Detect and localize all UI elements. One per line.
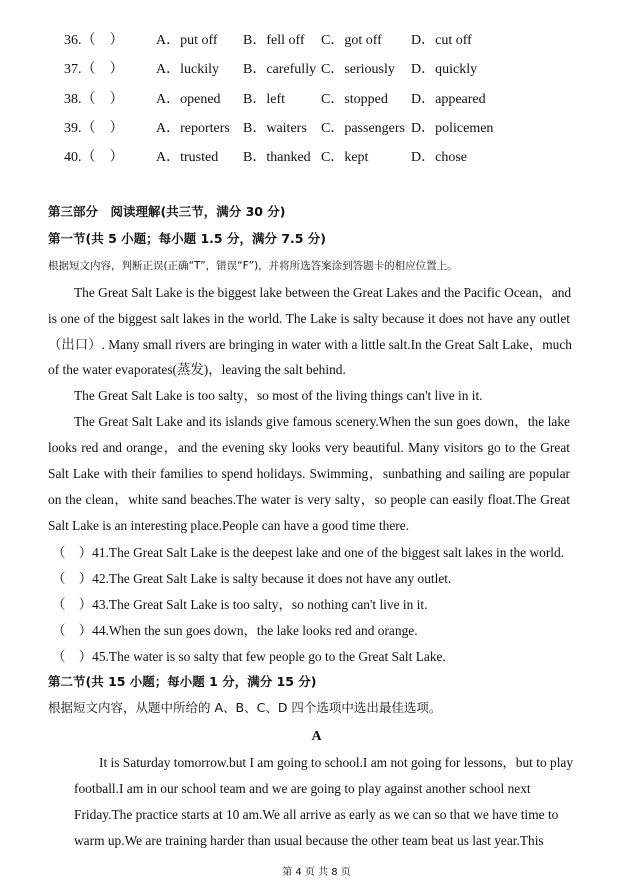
section2-title: 第二节(共 15 小题；每小题 1 分，满分 15 分) — [48, 674, 317, 689]
passage1-line: The Great Salt Lake is too salty，so most of the living things can't live in it. — [74, 388, 483, 403]
passage1-line: The Great Salt Lake is the biggest lake between the Great Lakes and the Pacific Ocean，and — [74, 285, 572, 300]
mcq-row-38 — [64, 90, 584, 110]
option-c: C．kept — [321, 150, 369, 165]
option-d: D．cut off — [411, 33, 472, 48]
option-b: B．carefully — [243, 62, 317, 77]
mcq-row-37 — [64, 60, 584, 80]
passageA-line: It is Saturday tomorrow.but I am going to school.I am not going for lessons，but to play — [99, 755, 574, 770]
section2-instructions: 根据短文内容，从题中所给的 A、B、C、D 四个选项中选出最佳选项。 — [48, 700, 442, 715]
option-c: C．seriously — [321, 62, 395, 77]
option-b: B．fell off — [243, 33, 305, 48]
option-a: A．reporters — [156, 121, 230, 136]
passage1-line: is one of the biggest salt lakes in the world. The Lake is salty because it does not have any outlet — [48, 311, 570, 326]
page-footer: 第 4 页 共 8 页 — [282, 867, 351, 878]
option-b: B．left — [243, 92, 285, 107]
section1-instructions: 根据短文内容，判断正误(正确“T”，错误“F”)，并将所选答案涂到答题卡的相应位置上。 — [48, 260, 458, 272]
tf-question-44: （ ）44.When the sun goes down，the lake looks red and orange. — [52, 623, 418, 638]
question-number: 38.（ ） — [64, 92, 124, 107]
passage1-line: Salt Lake with their families to spend holidays. Swimming，sunbathing and sailing are popular — [48, 466, 570, 481]
option-b: B．thanked — [243, 150, 311, 165]
option-a: A．trusted — [156, 150, 219, 165]
option-b: B．waiters — [243, 121, 307, 136]
option-c: C．stopped — [321, 92, 388, 107]
question-number: 40.（ ） — [64, 150, 124, 165]
option-a: A．opened — [156, 92, 221, 107]
option-d: D．policemen — [411, 121, 494, 136]
question-number: 36.（ ） — [64, 33, 124, 48]
mcq-row-39 — [64, 119, 584, 139]
tf-question-45: （ ）45.The water is so salty that few people go to the Great Salt Lake. — [52, 649, 446, 664]
option-a: A．luckily — [156, 62, 219, 77]
tf-question-43: （ ）43.The Great Salt Lake is too salty，so nothing can't live in it. — [52, 597, 428, 612]
question-number: 37.（ ） — [64, 62, 124, 77]
mcq-row-36 — [64, 31, 584, 51]
part3-title: 第三部分 阅读理解(共三节，满分 30 分) — [48, 204, 286, 219]
option-d: D．quickly — [411, 62, 478, 77]
mcq-row-40 — [64, 148, 584, 168]
passage-letter: A — [311, 729, 322, 744]
passage1-line: of the water evaporates(蒸发)，leaving the salt behind. — [48, 362, 346, 377]
passageA-line: football.I am in our school team and we are going to play against another school next — [74, 781, 531, 796]
option-d: D．appeared — [411, 92, 486, 107]
option-c: C．got off — [321, 33, 382, 48]
passage1-line: on the clean，white sand beaches.The water is very salty，so people can easily float.The Great — [48, 492, 570, 507]
option-d: D．chose — [411, 150, 467, 165]
passage1-line: （出口）. Many small rivers are bringing in water with a little salt.In the Great Salt Lake，much — [48, 337, 572, 352]
passage1-line: Salt Lake is an interesting place.People can have a good time there. — [48, 518, 410, 533]
passage1-line: The Great Salt Lake and its islands give famous scenery.When the sun goes down，the lake — [74, 414, 570, 429]
option-a: A．put off — [156, 33, 218, 48]
tf-question-41: （ ）41.The Great Salt Lake is the deepest lake and one of the biggest salt lakes in the world. — [52, 545, 565, 560]
question-number: 39.（ ） — [64, 121, 124, 136]
tf-question-42: （ ）42.The Great Salt Lake is salty because it does not have any outlet. — [52, 571, 452, 586]
section1-title: 第一节(共 5 小题；每小题 1.5 分，满分 7.5 分) — [48, 231, 327, 246]
option-c: C．passengers — [321, 121, 405, 136]
passageA-line: Friday.The practice starts at 10 am.We all arrive as early as we can so that we have time to — [74, 807, 559, 822]
passageA-line: warm up.We are training harder than usual because the other team beat us last year.This — [74, 833, 544, 848]
passage1-line: looks red and orange，and the evening sky looks very beautiful. Many visitors go to the Great — [48, 440, 570, 455]
